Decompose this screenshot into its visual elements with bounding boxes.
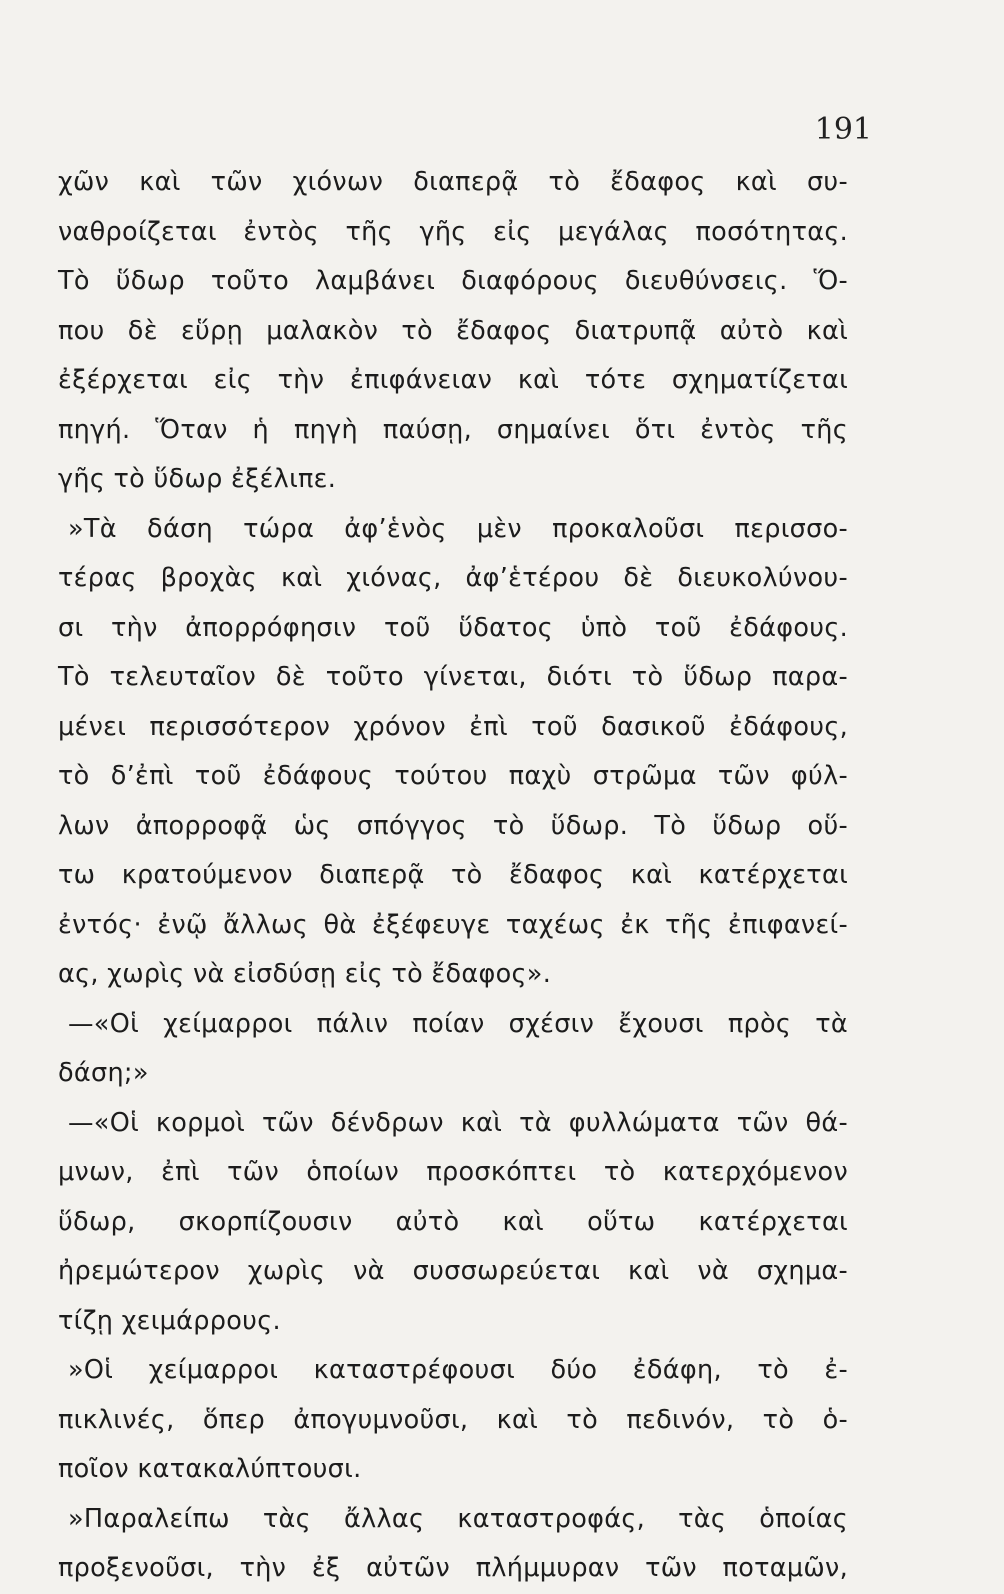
text-line: γῆς τὸ ὕδωρ ἐξέλιπε.	[58, 464, 337, 494]
text-line: που δὲ εὕρῃ μαλακὸν τὸ ἔδαφος διατρυπᾷ αὐτὸ καὶ	[58, 315, 848, 346]
text-line: ὕδωρ, σκορπίζουσιν αὐτὸ καὶ οὕτω κατέρχεται	[58, 1206, 848, 1237]
text-line: »Παραλείπω τὰς ἄλλας καταστροφάς, τὰς ὁποίας	[68, 1503, 848, 1534]
text-line: πηγή. Ὅταν ἡ πηγὴ παύσῃ, σημαίνει ὅτι ἐντὸς τῆς	[58, 414, 848, 445]
text-line: δάση;»	[58, 1058, 149, 1088]
text-line: τὸ δ’ἐπὶ τοῦ ἐδάφους τούτου παχὺ στρῶμα τῶν φύλ-	[58, 761, 848, 791]
text-line: ἠρεμώτερον χωρὶς νὰ συσσωρεύεται καὶ νὰ σχημα-	[58, 1256, 848, 1286]
text-line: πικλινές, ὅπερ ἀπογυμνοῦσι, καὶ τὸ πεδινόν, τὸ ὁ-	[58, 1404, 848, 1435]
text-line: »Οἱ χείμαρροι καταστρέφουσι δύο ἐδάφη, τὸ ἐ-	[68, 1355, 848, 1385]
text-line: λων ἀπορροφᾷ ὡς σπόγγος τὸ ὕδωρ. Τὸ ὕδωρ οὕ-	[58, 810, 848, 841]
text-line: ας, χωρὶς νὰ εἰσδύσῃ εἰς τὸ ἔδαφος».	[58, 959, 552, 989]
text-line: μένει περισσότερον χρόνον ἐπὶ τοῦ δασικοῦ ἐδάφους,	[58, 711, 848, 742]
text-line: ναθροίζεται ἐντὸς τῆς γῆς εἰς μεγάλας ποσότητας.	[58, 216, 848, 247]
text-line: τέρας βροχὰς καὶ χιόνας, ἀφ’ἑτέρου δὲ διευκολύνου-	[58, 563, 848, 593]
text-line: Τὸ ὕδωρ τοῦτο λαμβάνει διαφόρους διευθύνσεις. Ὅ-	[58, 266, 848, 296]
text-line: μνων, ἐπὶ τῶν ὁποίων προσκόπτει τὸ κατερχόμενον	[58, 1157, 848, 1187]
text-line: τίζῃ χειμάρρους.	[58, 1305, 281, 1336]
text-line: —«Οἱ χείμαρροι πάλιν ποίαν σχέσιν ἔχουσι πρὸς τὰ	[68, 1008, 848, 1039]
text-line: —«Οἱ κορμοὶ τῶν δένδρων καὶ τὰ φυλλώματα τῶν θά-	[68, 1107, 848, 1138]
page-number: 191	[814, 112, 872, 147]
text-line: τω κρατούμενον διαπερᾷ τὸ ἔδαφος καὶ κατέρχεται	[58, 860, 848, 890]
text-line: προξενοῦσι, τὴν ἐξ αὐτῶν πλήμμυραν τῶν ποταμῶν,	[58, 1553, 848, 1583]
text-line: Τὸ τελευταῖον δὲ τοῦτο γίνεται, διότι τὸ ὕδωρ παρα-	[58, 662, 848, 692]
text-line: ποῖον κατακαλύπτουσι.	[58, 1454, 362, 1484]
body-text	[58, 158, 848, 1594]
text-line: ἐξέρχεται εἰς τὴν ἐπιφάνειαν καὶ τότε σχηματίζεται	[58, 365, 848, 395]
text-line: χῶν καὶ τῶν χιόνων διαπερᾷ τὸ ἔδαφος καὶ συ-	[58, 167, 848, 197]
text-line: »Τὰ δάση τώρα ἀφ’ἑνὸς μὲν προκαλοῦσι περισσο-	[68, 513, 848, 544]
text-line: σι τὴν ἀπορρόφησιν τοῦ ὕδατος ὑπὸ τοῦ ἐδάφους.	[58, 612, 848, 643]
text-line: ἐντός· ἐνῷ ἄλλως θὰ ἐξέφευγε ταχέως ἐκ τῆς ἐπιφανεί-	[58, 909, 848, 940]
